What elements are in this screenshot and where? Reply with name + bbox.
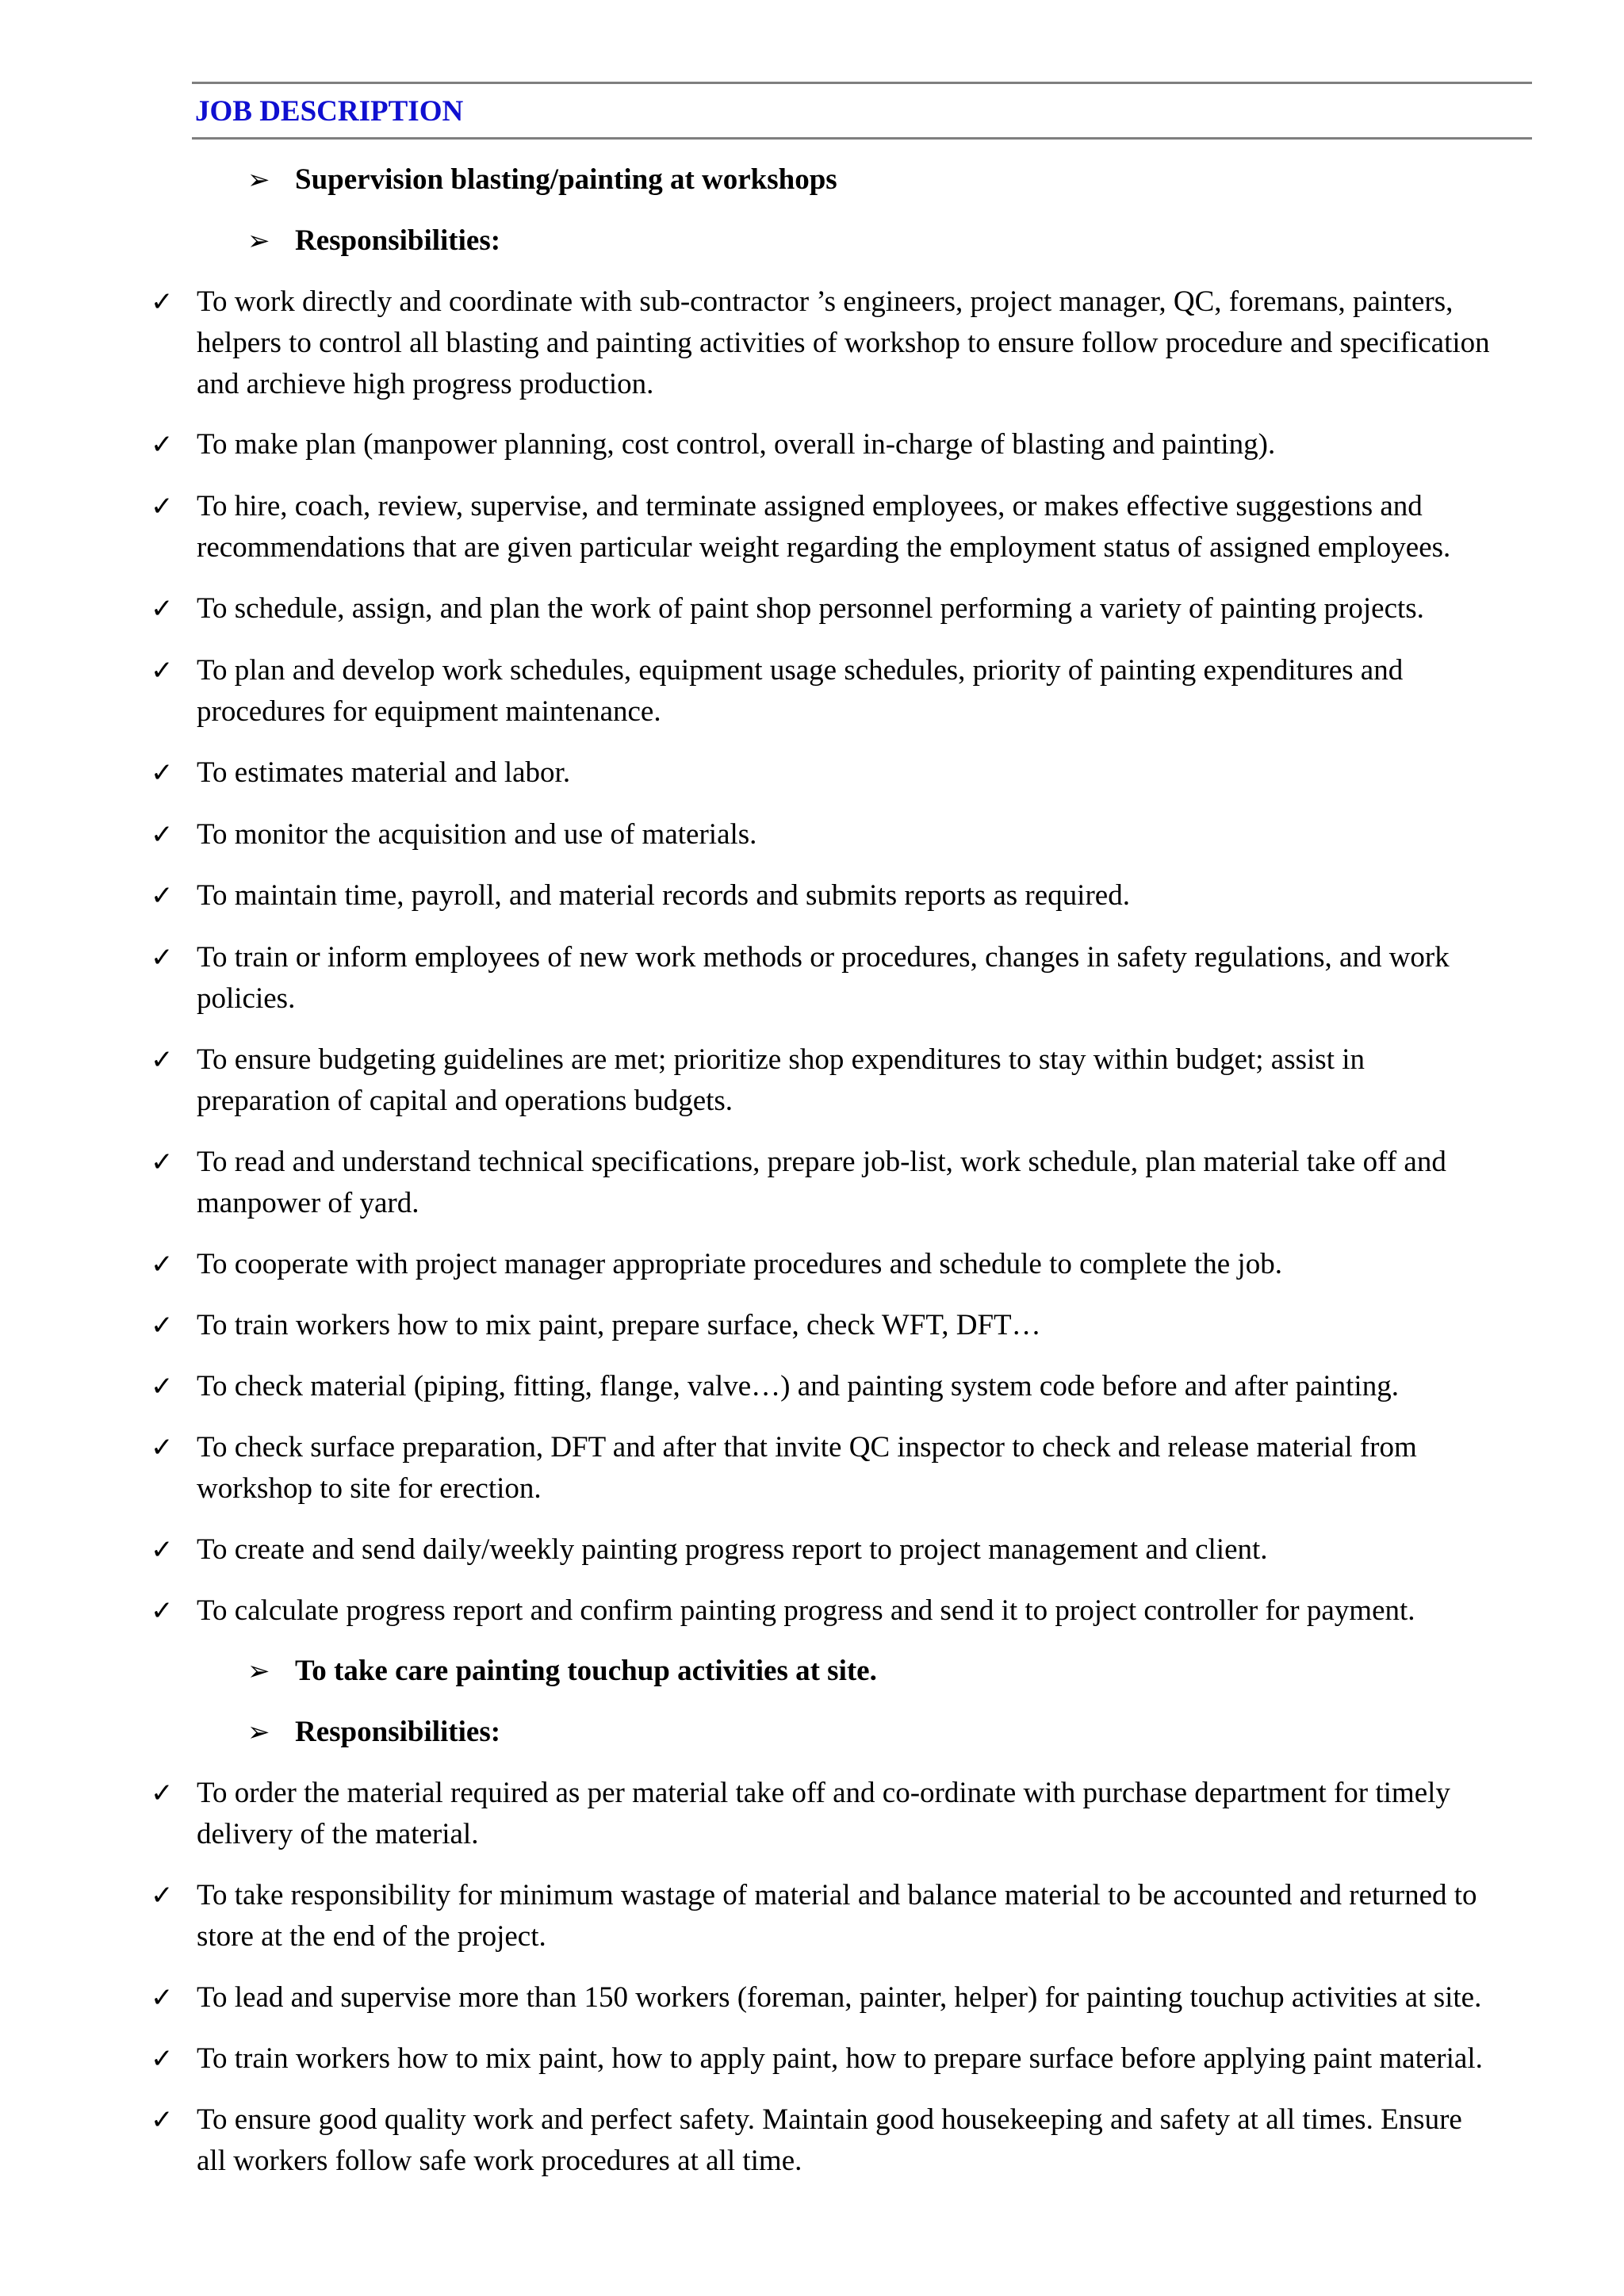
list-item-text: To schedule, assign, and plan the work of paint shop personnel performing a variety of painting projects. <box>197 592 1424 625</box>
list-item <box>151 588 1546 629</box>
list-item-text: To create and send daily/weekly painting progress report to project management and client. <box>197 1533 1268 1566</box>
list-item-text: To ensure good quality work and perfect safety. Maintain good housekeeping and safety at all times. Ensure all workers follow safe work procedures at all time. <box>197 2103 1462 2177</box>
responsibilities-label: Responsibilities: <box>295 1716 501 1748</box>
checkmark-bullet-icon: ✓ <box>151 286 174 318</box>
list-item-text: To lead and supervise more than 150 workers (foreman, painter, helper) for painting touchup activities at site. <box>197 1981 1482 2014</box>
list-item <box>151 650 1546 733</box>
list-item <box>151 1039 1546 1122</box>
checkmark-bullet-icon: ✓ <box>151 1534 174 1566</box>
arrowhead-bullet-icon: ➢ <box>247 1716 270 1748</box>
checkmark-bullet-icon: ✓ <box>151 942 174 974</box>
checkmark-bullet-icon: ✓ <box>151 1310 174 1341</box>
list-item-text: To train or inform employees of new work methods or procedures, changes in safety regulations, and work policies. <box>197 941 1450 1015</box>
list-item-text: To check surface preparation, DFT and after that invite QC inspector to check and release material from workshop to site for erection. <box>197 1431 1417 1505</box>
list-item <box>151 2038 1546 2080</box>
list-item <box>151 1529 1546 1571</box>
checkmark-bullet-icon: ✓ <box>151 491 174 522</box>
list-item <box>151 937 1546 1020</box>
checkmark-bullet-icon: ✓ <box>151 1044 174 1076</box>
checkmark-bullet-icon: ✓ <box>151 757 174 789</box>
list-item-text: To plan and develop work schedules, equipment usage schedules, priority of painting expenditures and procedures for equipment maintenance. <box>197 654 1404 728</box>
checkmark-bullet-icon: ✓ <box>151 1249 174 1280</box>
section-heading-text: Supervision blasting/painting at workshops <box>295 163 837 196</box>
list-item-text: To cooperate with project manager appropriate procedures and schedule to complete the job. <box>197 1248 1282 1280</box>
checkmark-bullet-icon: ✓ <box>151 2104 174 2136</box>
list-item <box>151 281 1546 405</box>
checkmark-bullet-icon: ✓ <box>151 2043 174 2075</box>
list-item-text: To monitor the acquisition and use of materials. <box>197 818 757 851</box>
list-item-text: To work directly and coordinate with sub-contractor ’s engineers, project manager, QC, foremans, painters, helpers to control all blasting and painting activities of workshop to ensure follow procedure and specification and archieve high progress production. <box>197 285 1490 400</box>
list-item <box>151 1590 1546 1632</box>
list-item <box>151 424 1546 465</box>
list-item-text: To train workers how to mix paint, prepare surface, check WFT, DFT… <box>197 1309 1041 1341</box>
list-item <box>151 1244 1546 1285</box>
list-item <box>151 486 1546 568</box>
list-item-text: To check material (piping, fitting, flange, valve…) and painting system code before and after painting. <box>197 1370 1399 1402</box>
list-item-text: To train workers how to mix paint, how to apply paint, how to prepare surface before applying paint material. <box>197 2042 1483 2075</box>
list-item-text: To make plan (manpower planning, cost control, overall in-charge of blasting and painting). <box>197 428 1276 461</box>
checkmark-bullet-icon: ✓ <box>151 429 174 461</box>
list-item <box>151 752 1546 794</box>
list-item <box>151 1305 1546 1346</box>
list-item <box>151 1366 1546 1407</box>
header-bottom-rule <box>192 137 1532 140</box>
list-item-text: To estimates material and labor. <box>197 756 571 789</box>
checkmark-bullet-icon: ✓ <box>151 655 174 687</box>
checkmark-bullet-icon: ✓ <box>151 593 174 625</box>
page-title: JOB DESCRIPTION <box>195 95 464 128</box>
checkmark-bullet-icon: ✓ <box>151 1371 174 1402</box>
list-item <box>151 814 1546 855</box>
list-item-text: To order the material required as per material take off and co-ordinate with purchase department for timely delivery of the material. <box>197 1777 1450 1850</box>
list-item-text: To ensure budgeting guidelines are met; prioritize shop expenditures to stay within budget; assist in preparation of capital and operations budgets. <box>197 1043 1365 1117</box>
list-item <box>151 1875 1546 1957</box>
list-item-text: To read and understand technical specifications, prepare job-list, work schedule, plan material take off and manpower of yard. <box>197 1146 1446 1219</box>
checkmark-bullet-icon: ✓ <box>151 1146 174 1178</box>
arrowhead-bullet-icon: ➢ <box>247 1655 270 1687</box>
checkmark-bullet-icon: ✓ <box>151 1880 174 1911</box>
list-item <box>151 1977 1546 2019</box>
list-item <box>151 875 1546 916</box>
arrowhead-bullet-icon: ➢ <box>247 164 270 196</box>
checkmark-bullet-icon: ✓ <box>151 1432 174 1464</box>
list-item-text: To hire, coach, review, supervise, and terminate assigned employees, or makes effective suggestions and recommendations that are given particular weight regarding the employment status of assigned employees. <box>197 490 1451 564</box>
list-item-text: To calculate progress report and confirm painting progress and send it to project controller for payment. <box>197 1594 1415 1627</box>
list-item-text: To maintain time, payroll, and material records and submits reports as required. <box>197 879 1130 912</box>
checkmark-bullet-icon: ✓ <box>151 880 174 912</box>
checkmark-bullet-icon: ✓ <box>151 1982 174 2014</box>
list-item <box>151 1427 1546 1510</box>
list-item-text: To take responsibility for minimum wastage of material and balance material to be accounted and returned to store at the end of the project. <box>197 1879 1477 1953</box>
responsibilities-label: Responsibilities: <box>295 224 501 257</box>
checkmark-bullet-icon: ✓ <box>151 1595 174 1627</box>
checkmark-bullet-icon: ✓ <box>151 1777 174 1809</box>
header-top-rule <box>192 82 1532 84</box>
arrowhead-bullet-icon: ➢ <box>247 225 270 257</box>
checkmark-bullet-icon: ✓ <box>151 819 174 851</box>
list-item <box>151 2099 1546 2182</box>
list-item <box>151 1773 1546 1855</box>
list-item <box>151 1142 1546 1224</box>
section-heading-text: To take care painting touchup activities at site. <box>295 1655 877 1687</box>
